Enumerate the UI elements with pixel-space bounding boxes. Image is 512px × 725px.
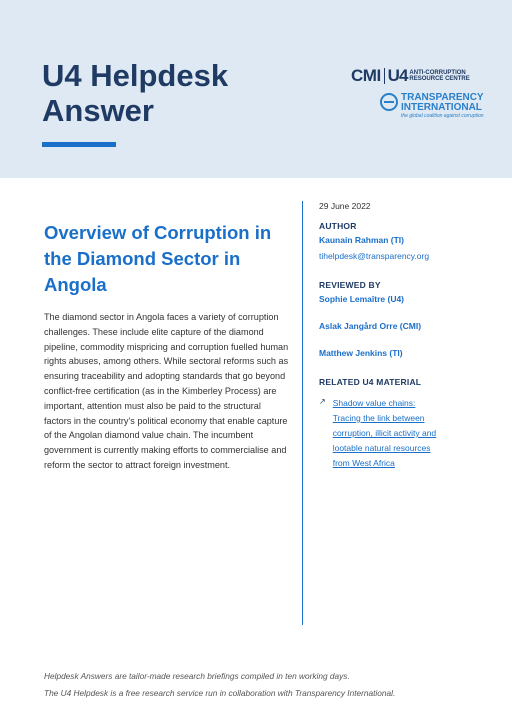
footer-line-1: Helpdesk Answers are tailor-made research briefings compiled in ten working days. [44,671,350,681]
ti-line-1: TRANSPARENCY [401,92,484,103]
u4-logo-text: U4 [387,66,408,85]
ti-logo-text [401,93,484,119]
u4-logo-subtitle [409,70,469,82]
cmi-logo-text: CMI [351,66,381,85]
reviewed-by-label: REVIEWED BY [319,280,381,290]
title-line-2: Answer [42,93,154,128]
abstract-text: The diamond sector in Angola faces a variety of corruption challenges. These include elite capture of the diamond pipeline, commodity mispricing and corruption fuelled human rights abuses, among others. While sectoral reforms such as ensuring traceability and adopting standards that go beyond conflict-free certification (as in the Kimberley Process) are important, attention must also be paid to the structural factors in the country’s political economy that enable capture of the Angolan diamond value chain. The incumbent government is currently making efforts to commercialise and reform the sector to attract foreign investment. [44,312,289,470]
author-email-link[interactable]: tihelpdesk@transparency.org [319,251,430,261]
publication-type-title [42,58,228,128]
u4-sub-line-1: ANTI-CORRUPTION [409,70,466,76]
footer-line-2: The U4 Helpdesk is a free research service run in collaboration with Transparency International. [44,688,396,698]
u4-sub-line-2: RESOURCE CENTRE [409,76,470,82]
ti-line-2: INTERNATIONAL [401,102,482,113]
header-banner [0,0,512,178]
reviewer-name: Aslak Jangård Orre (CMI) [319,321,422,331]
transparency-international-logo [380,93,484,119]
title-line-1: U4 Helpdesk [42,58,229,93]
footer-note [44,668,395,702]
author-name: Kaunain Rahman (TI) [319,235,405,245]
logo-separator [384,68,385,84]
related-material-item[interactable] [319,396,439,471]
cmi-u4-logo [351,66,470,86]
related-material-link[interactable]: Shadow value chains: Tracing the link between corruption, illicit activity and lootable natural resources from West Africa [332,398,437,468]
document-title: Overview of Corruption in the Diamond Sector in Angola [44,222,272,295]
author-label: AUTHOR [319,221,357,231]
publication-date: 29 June 2022 [319,201,371,211]
globe-icon [380,93,398,111]
related-material-label: RELATED U4 MATERIAL [319,377,422,387]
external-link-arrow-icon: ↗ [319,397,326,406]
title-underline [42,142,116,147]
reviewer-name: Matthew Jenkins (TI) [319,348,403,358]
reviewer-name: Sophie Lemaître (U4) [319,294,405,304]
column-divider [302,201,303,625]
ti-tagline: the global coalition against corruption [401,113,484,119]
